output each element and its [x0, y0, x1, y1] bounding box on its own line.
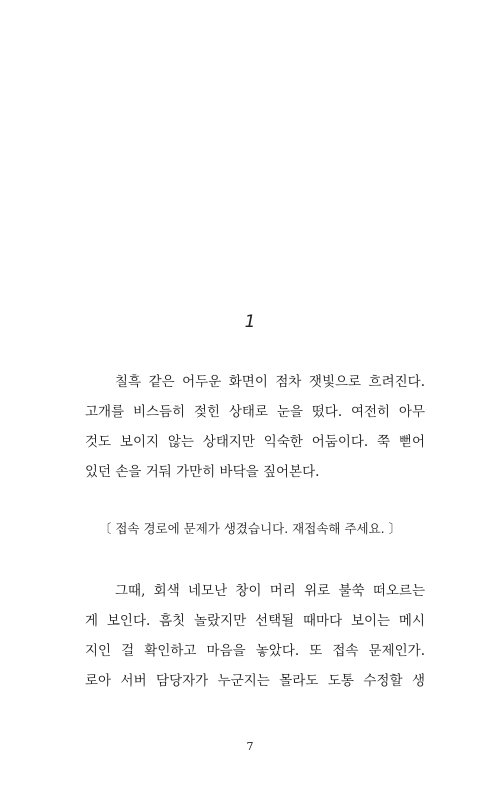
paragraph-line: 있던 손을 거둬 가만히 바닥을 짚어본다. [85, 464, 320, 480]
page-number: 7 [246, 740, 254, 753]
paragraph-line: 지인 걸 확인하고 마음을 놓았다. 또 접속 문제인가. [85, 643, 425, 659]
paragraph-line: 칠흑 같은 어두운 화면이 점차 잿빛으로 흐려진다. [115, 374, 425, 390]
paragraph-1 [85, 367, 425, 487]
paragraph-line: 것도 보이지 않는 상태지만 익숙한 어둠이다. 쭉 뻗어 [85, 434, 425, 450]
system-message: 〔 접속 경로에 문제가 생겼습니다. 재접속해 주세요. 〕 [98, 521, 402, 536]
chapter-number: 1 [244, 312, 256, 332]
paragraph-line: 고개를 비스듬히 젖힌 상태로 눈을 떴다. 여전히 아무 [85, 404, 425, 420]
paragraph-2 [85, 576, 425, 696]
paragraph-line: 게 보인다. 흠칫 놀랐지만 선택될 때마다 보이는 메시 [85, 613, 425, 629]
paragraph-line: 로아 서버 담당자가 누군지는 몰라도 도통 수정할 생 [85, 673, 425, 689]
paragraph-line: 그때, 회색 네모난 창이 머리 위로 불쑥 떠오르는 [115, 583, 425, 599]
